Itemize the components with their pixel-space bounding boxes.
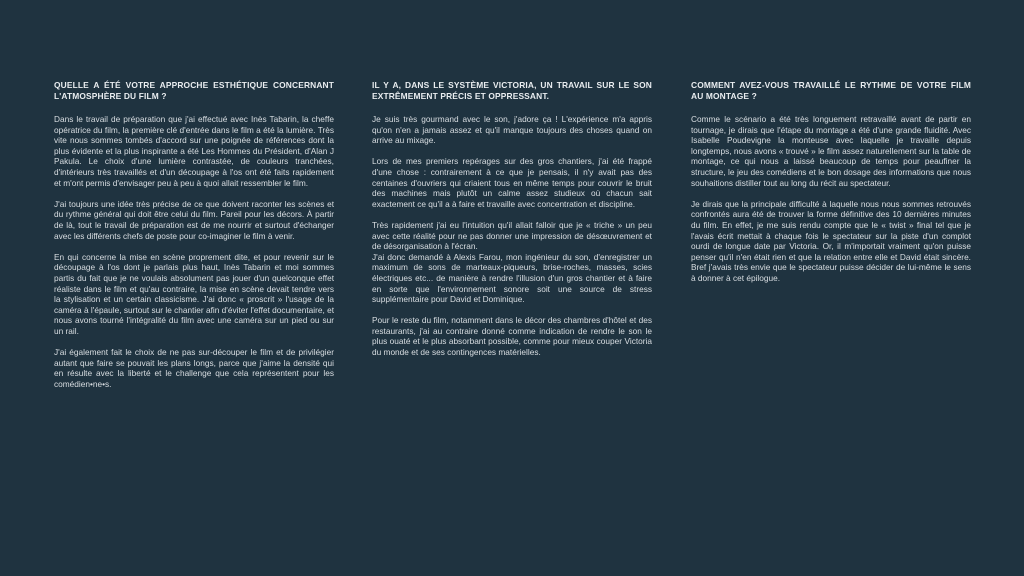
answer-paragraph: Je dirais que la principale difficulté à laquelle nous nous sommes retrouvés confrontés aura été de trouver la forme définitive des 10 dernières minutes du film. En effet, je me suis rendu compte que le « twist » final tel que je l'avais écrit mettait à chaque fois le spectateur sur la piste d'un complot ourdi de longue date par Victoria. Or, il m'importait vraiment qu'on puisse penser qu'il n'en était rien et que la relation entre elle et David était sincère. Bref j'avais très envie que le spectateur puisse décider de lui-même le sens à donner à cet épilogue. bbox=[691, 198, 971, 283]
question-heading: IL Y A, DANS LE SYSTÈME VICTORIA, UN TRAVAIL SUR LE SON EXTRÊMEMENT PRÉCIS ET OPPRESSANT. bbox=[372, 80, 652, 101]
answer-paragraph: Dans le travail de préparation que j'ai effectué avec Inès Tabarin, la cheffe opératrice du film, la première clé d'entrée dans le film a été la lumière. Très vite nous sommes tombés d'accord sur une poignée de références dont la plus évidente et la plus inspirante a été Les Hommes du Président, d'Alan J Pakula. Le choix d'une lumière contrastée, de couleurs tranchées, d'intérieurs très travaillés et d'un découpage à l'os ont été faits rapidement et m'ont permis d'envisager peu à peu à quoi allait ressembler le film. bbox=[54, 114, 334, 188]
answer-paragraph: Très rapidement j'ai eu l'intuition qu'il allait falloir que je « triche » un peu avec cette réalité pour ne pas donner une impression de désœuvrement et de désorganisation à l'écran. bbox=[372, 219, 652, 252]
question-heading: QUELLE A ÉTÉ VOTRE APPROCHE ESTHÉTIQUE CONCERNANT L'ATMOSPHÈRE DU FILM ? bbox=[54, 80, 334, 101]
answer-paragraph: Lors de mes premiers repérages sur des gros chantiers, j'ai été frappé d'une chose : contrairement à ce que je pensais, il n'y avait pas des centaines d'ouvriers qui criaient tous en même temps pour couvrir le bruit des machines mais plutôt un calme assez studieux où chacun sait exactement ce qu'il a à faire et travaille avec concentration et discipline. bbox=[372, 156, 652, 209]
answer-paragraph: J'ai également fait le choix de ne pas sur-découper le film et de privilégier autant que faire se pouvait les plans longs, parce que j'aime la densité qui en résulte avec la liberté et le challenge que cela représentent pour les comédien•ne•s. bbox=[54, 347, 334, 389]
column-aesthetic-approach bbox=[54, 80, 334, 400]
answer-paragraph: J'ai toujours une idée très précise de ce que doivent raconter les scènes et du rythme général qui doit être celui du film. Pareil pour les décors. À partir de là, tout le travail de préparation est de me nourrir et surtout d'échanger avec les différents chefs de poste pour co-imaginer le film à venir. bbox=[54, 198, 334, 241]
answer-paragraph: Je suis très gourmand avec le son, j'adore ça ! L'expérience m'a appris qu'on n'en a jamais assez et qu'il manque toujours des choses quand on arrive au mixage. bbox=[372, 114, 652, 146]
column-sound-work bbox=[372, 80, 652, 368]
answer-paragraph: J'ai donc demandé à Alexis Farou, mon ingénieur du son, d'enregistrer un maximum de sons de marteaux-piqueurs, brise-roches, masses, scies électriques etc... de manière à rendre l'illusion d'un gros chantier et à faire en sorte que l'environnement sonore soit une source de stress supplémentaire pour David et Dominique. bbox=[372, 251, 652, 305]
question-heading: COMMENT AVEZ-VOUS TRAVAILLÉ LE RYTHME DE VOTRE FILM AU MONTAGE ? bbox=[691, 80, 971, 101]
answer-paragraph: Comme le scénario a été très longuement retravaillé avant de partir en tournage, je dirais que l'étape du montage a été d'une grande fluidité. Avec Isabelle Poudevigne la monteuse avec laquelle je travaille depuis longtemps, nous avons « trouvé » le film assez naturellement sur la table de montage, ce qui nous a laissé beaucoup de temps pour peaufiner la structure, le jeu des comédiens et le bon dosage des informations que nous souhaitions distiller tout au long du récit au spectateur. bbox=[691, 114, 971, 188]
answer-paragraph: En qui concerne la mise en scène proprement dite, et pour revenir sur le découpage à l'os dont je parlais plus haut, Inès Tabarin et moi sommes partis du fait que je ne voulais absolument pas jouer d'un quelconque effet réaliste dans le film et qu'au contraire, la mise en scène devait tendre vers la stylisation et un certain classicisme. J'ai donc « proscrit » l'usage de la caméra à l'épaule, surtout sur le chantier afin d'éviter l'effet documentaire, et nous avons tourné l'intégralité du film avec une caméra sur un pied ou sur un rail. bbox=[54, 251, 334, 336]
answer-paragraph: Pour le reste du film, notamment dans le décor des chambres d'hôtel et des restaurants, j'ai au contraire donné comme indication de rendre le son le plus ouaté et le plus absorbant possible, comme pour mieux couper Victoria du monde et de ses contingences matérielles. bbox=[372, 315, 652, 358]
column-editing-rhythm bbox=[691, 80, 971, 294]
